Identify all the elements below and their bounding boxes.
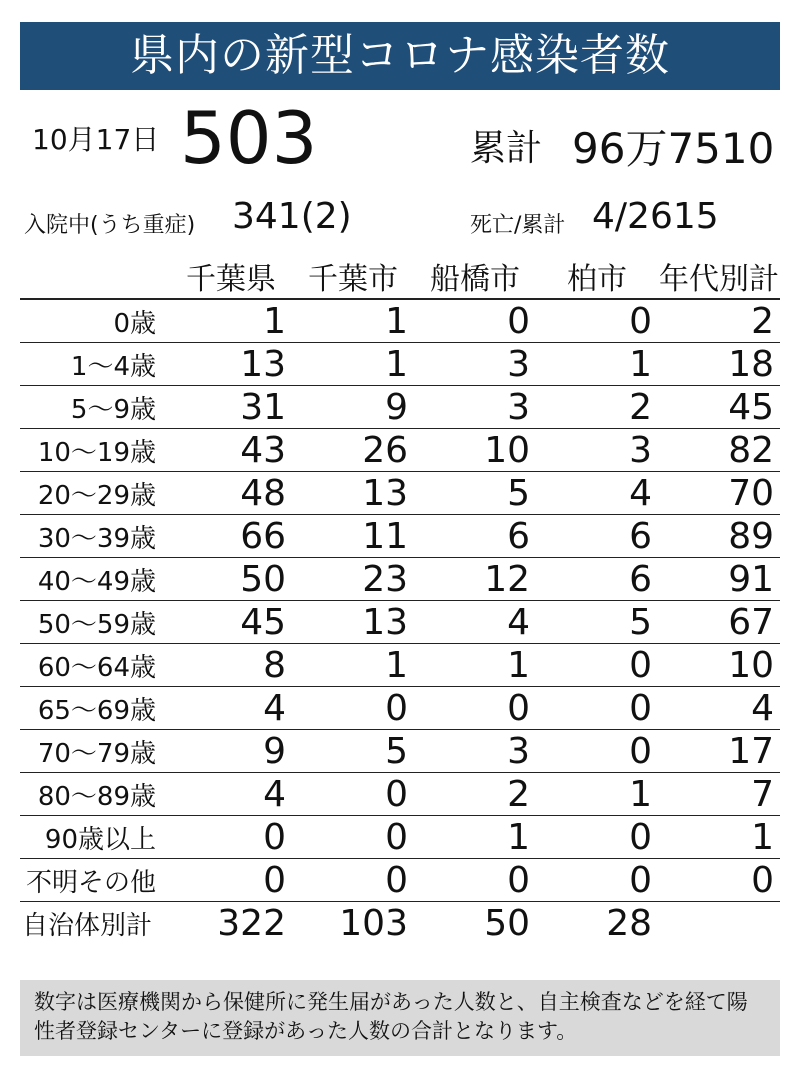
hospitalized-label: 入院中(うち重症)	[24, 213, 196, 238]
count-cell: 4	[658, 687, 780, 730]
table-body	[20, 299, 780, 944]
count-cell: 9	[292, 386, 414, 429]
count-cell: 2	[414, 773, 536, 816]
count-cell: 3	[414, 343, 536, 386]
age-group-label: 80～89歳	[20, 773, 170, 816]
count-cell: 70	[658, 472, 780, 515]
count-cell: 0	[536, 730, 658, 773]
deaths-label: 死亡/累計	[470, 213, 566, 238]
new-cases-count: 503	[180, 96, 318, 180]
table-header-row	[20, 254, 780, 299]
table-row	[20, 816, 780, 859]
count-cell: 0	[170, 859, 292, 902]
count-cell: 89	[658, 515, 780, 558]
count-cell: 5	[292, 730, 414, 773]
count-cell: 66	[170, 515, 292, 558]
table-row	[20, 343, 780, 386]
age-breakdown-table	[20, 254, 780, 944]
report-date: 10月17日	[32, 123, 160, 156]
count-cell: 48	[170, 472, 292, 515]
count-cell: 10	[414, 429, 536, 472]
count-cell: 4	[536, 472, 658, 515]
column-header: 柏市	[536, 254, 658, 299]
count-cell: 0	[536, 644, 658, 687]
age-group-label: 90歳以上	[20, 816, 170, 859]
count-cell: 0	[414, 859, 536, 902]
count-cell: 4	[414, 601, 536, 644]
count-cell: 1	[414, 644, 536, 687]
count-cell: 23	[292, 558, 414, 601]
count-cell: 0	[414, 299, 536, 343]
table-row	[20, 730, 780, 773]
deaths-value: 4/2615	[592, 196, 719, 237]
count-cell: 31	[170, 386, 292, 429]
count-cell: 1	[170, 299, 292, 343]
column-header: 船橋市	[414, 254, 536, 299]
age-group-label: 10～19歳	[20, 429, 170, 472]
count-cell: 5	[414, 472, 536, 515]
table-row	[20, 386, 780, 429]
count-cell: 17	[658, 730, 780, 773]
count-cell: 0	[536, 299, 658, 343]
count-cell: 10	[658, 644, 780, 687]
count-cell: 2	[658, 299, 780, 343]
count-cell: 1	[292, 644, 414, 687]
count-cell: 4	[170, 687, 292, 730]
table-row	[20, 515, 780, 558]
column-header: 年代別計	[658, 254, 780, 299]
count-cell: 13	[292, 601, 414, 644]
count-cell: 7	[658, 773, 780, 816]
count-cell: 0	[292, 773, 414, 816]
footnote: 数字は医療機関から保健所に発生届があった人数と、自主検査などを経て陽性者登録センターに登録があった人数の合計となります。	[20, 980, 780, 1056]
count-cell: 4	[170, 773, 292, 816]
count-cell: 67	[658, 601, 780, 644]
count-cell: 103	[339, 902, 408, 944]
age-group-label: 60～64歳	[20, 644, 170, 687]
count-cell: 0	[292, 687, 414, 730]
count-cell: 1	[414, 816, 536, 859]
count-cell: 3	[414, 730, 536, 773]
count-cell: 0	[170, 816, 292, 859]
table-row	[20, 429, 780, 472]
count-cell: 2	[536, 386, 658, 429]
count-cell: 0	[292, 816, 414, 859]
count-cell: 91	[658, 558, 780, 601]
hospitalized-value: 341(2)	[232, 196, 352, 237]
total-row-label: 自治体別計	[22, 910, 153, 941]
count-cell: 1	[292, 299, 414, 343]
table-row	[20, 558, 780, 601]
count-cell: 26	[292, 429, 414, 472]
count-cell: 82	[658, 429, 780, 472]
count-cell: 45	[170, 601, 292, 644]
count-cell: 11	[292, 515, 414, 558]
count-cell: 6	[536, 515, 658, 558]
count-cell: 50	[484, 902, 530, 944]
table-row	[20, 601, 780, 644]
count-cell: 45	[658, 386, 780, 429]
table-row	[20, 687, 780, 730]
column-header	[20, 254, 170, 299]
table-row	[20, 773, 780, 816]
table-row	[20, 644, 780, 687]
age-group-label: 40～49歳	[20, 558, 170, 601]
page-title: 県内の新型コロナ感染者数	[20, 22, 780, 90]
count-cell: 18	[658, 343, 780, 386]
column-header: 千葉県	[170, 254, 292, 299]
age-group-label: 1～4歳	[20, 343, 170, 386]
count-cell: 28	[606, 902, 652, 944]
count-cell: 13	[170, 343, 292, 386]
age-group-label: 50～59歳	[20, 601, 170, 644]
count-cell: 0	[536, 687, 658, 730]
count-cell: 0	[536, 859, 658, 902]
count-cell: 3	[536, 429, 658, 472]
count-cell: 1	[292, 343, 414, 386]
count-cell: 50	[170, 558, 292, 601]
age-group-label: 0歳	[20, 299, 170, 343]
count-cell: 0	[536, 816, 658, 859]
age-group-label: 20～29歳	[20, 472, 170, 515]
age-group-label: 30～39歳	[20, 515, 170, 558]
count-cell	[658, 902, 780, 945]
count-cell: 6	[536, 558, 658, 601]
table-row	[20, 299, 780, 343]
age-group-label: 70～79歳	[20, 730, 170, 773]
count-cell: 12	[414, 558, 536, 601]
count-cell: 322	[217, 902, 286, 944]
count-cell: 5	[536, 601, 658, 644]
count-cell: 0	[414, 687, 536, 730]
count-cell: 6	[414, 515, 536, 558]
age-group-label: 不明その他	[20, 859, 170, 902]
table-row	[20, 472, 780, 515]
count-cell: 9	[170, 730, 292, 773]
count-cell: 3	[414, 386, 536, 429]
count-cell: 0	[292, 859, 414, 902]
cumulative-value: 96万7510	[572, 124, 775, 173]
count-cell: 1	[658, 816, 780, 859]
column-header: 千葉市	[292, 254, 414, 299]
count-cell: 8	[170, 644, 292, 687]
count-cell: 0	[658, 859, 780, 902]
age-group-label: 5～9歳	[20, 386, 170, 429]
count-cell: 1	[536, 343, 658, 386]
count-cell: 43	[170, 429, 292, 472]
count-cell: 13	[292, 472, 414, 515]
total-row	[20, 902, 780, 945]
count-cell: 1	[536, 773, 658, 816]
cumulative-label: 累計	[470, 128, 543, 169]
age-group-label: 65～69歳	[20, 687, 170, 730]
table-row	[20, 859, 780, 902]
